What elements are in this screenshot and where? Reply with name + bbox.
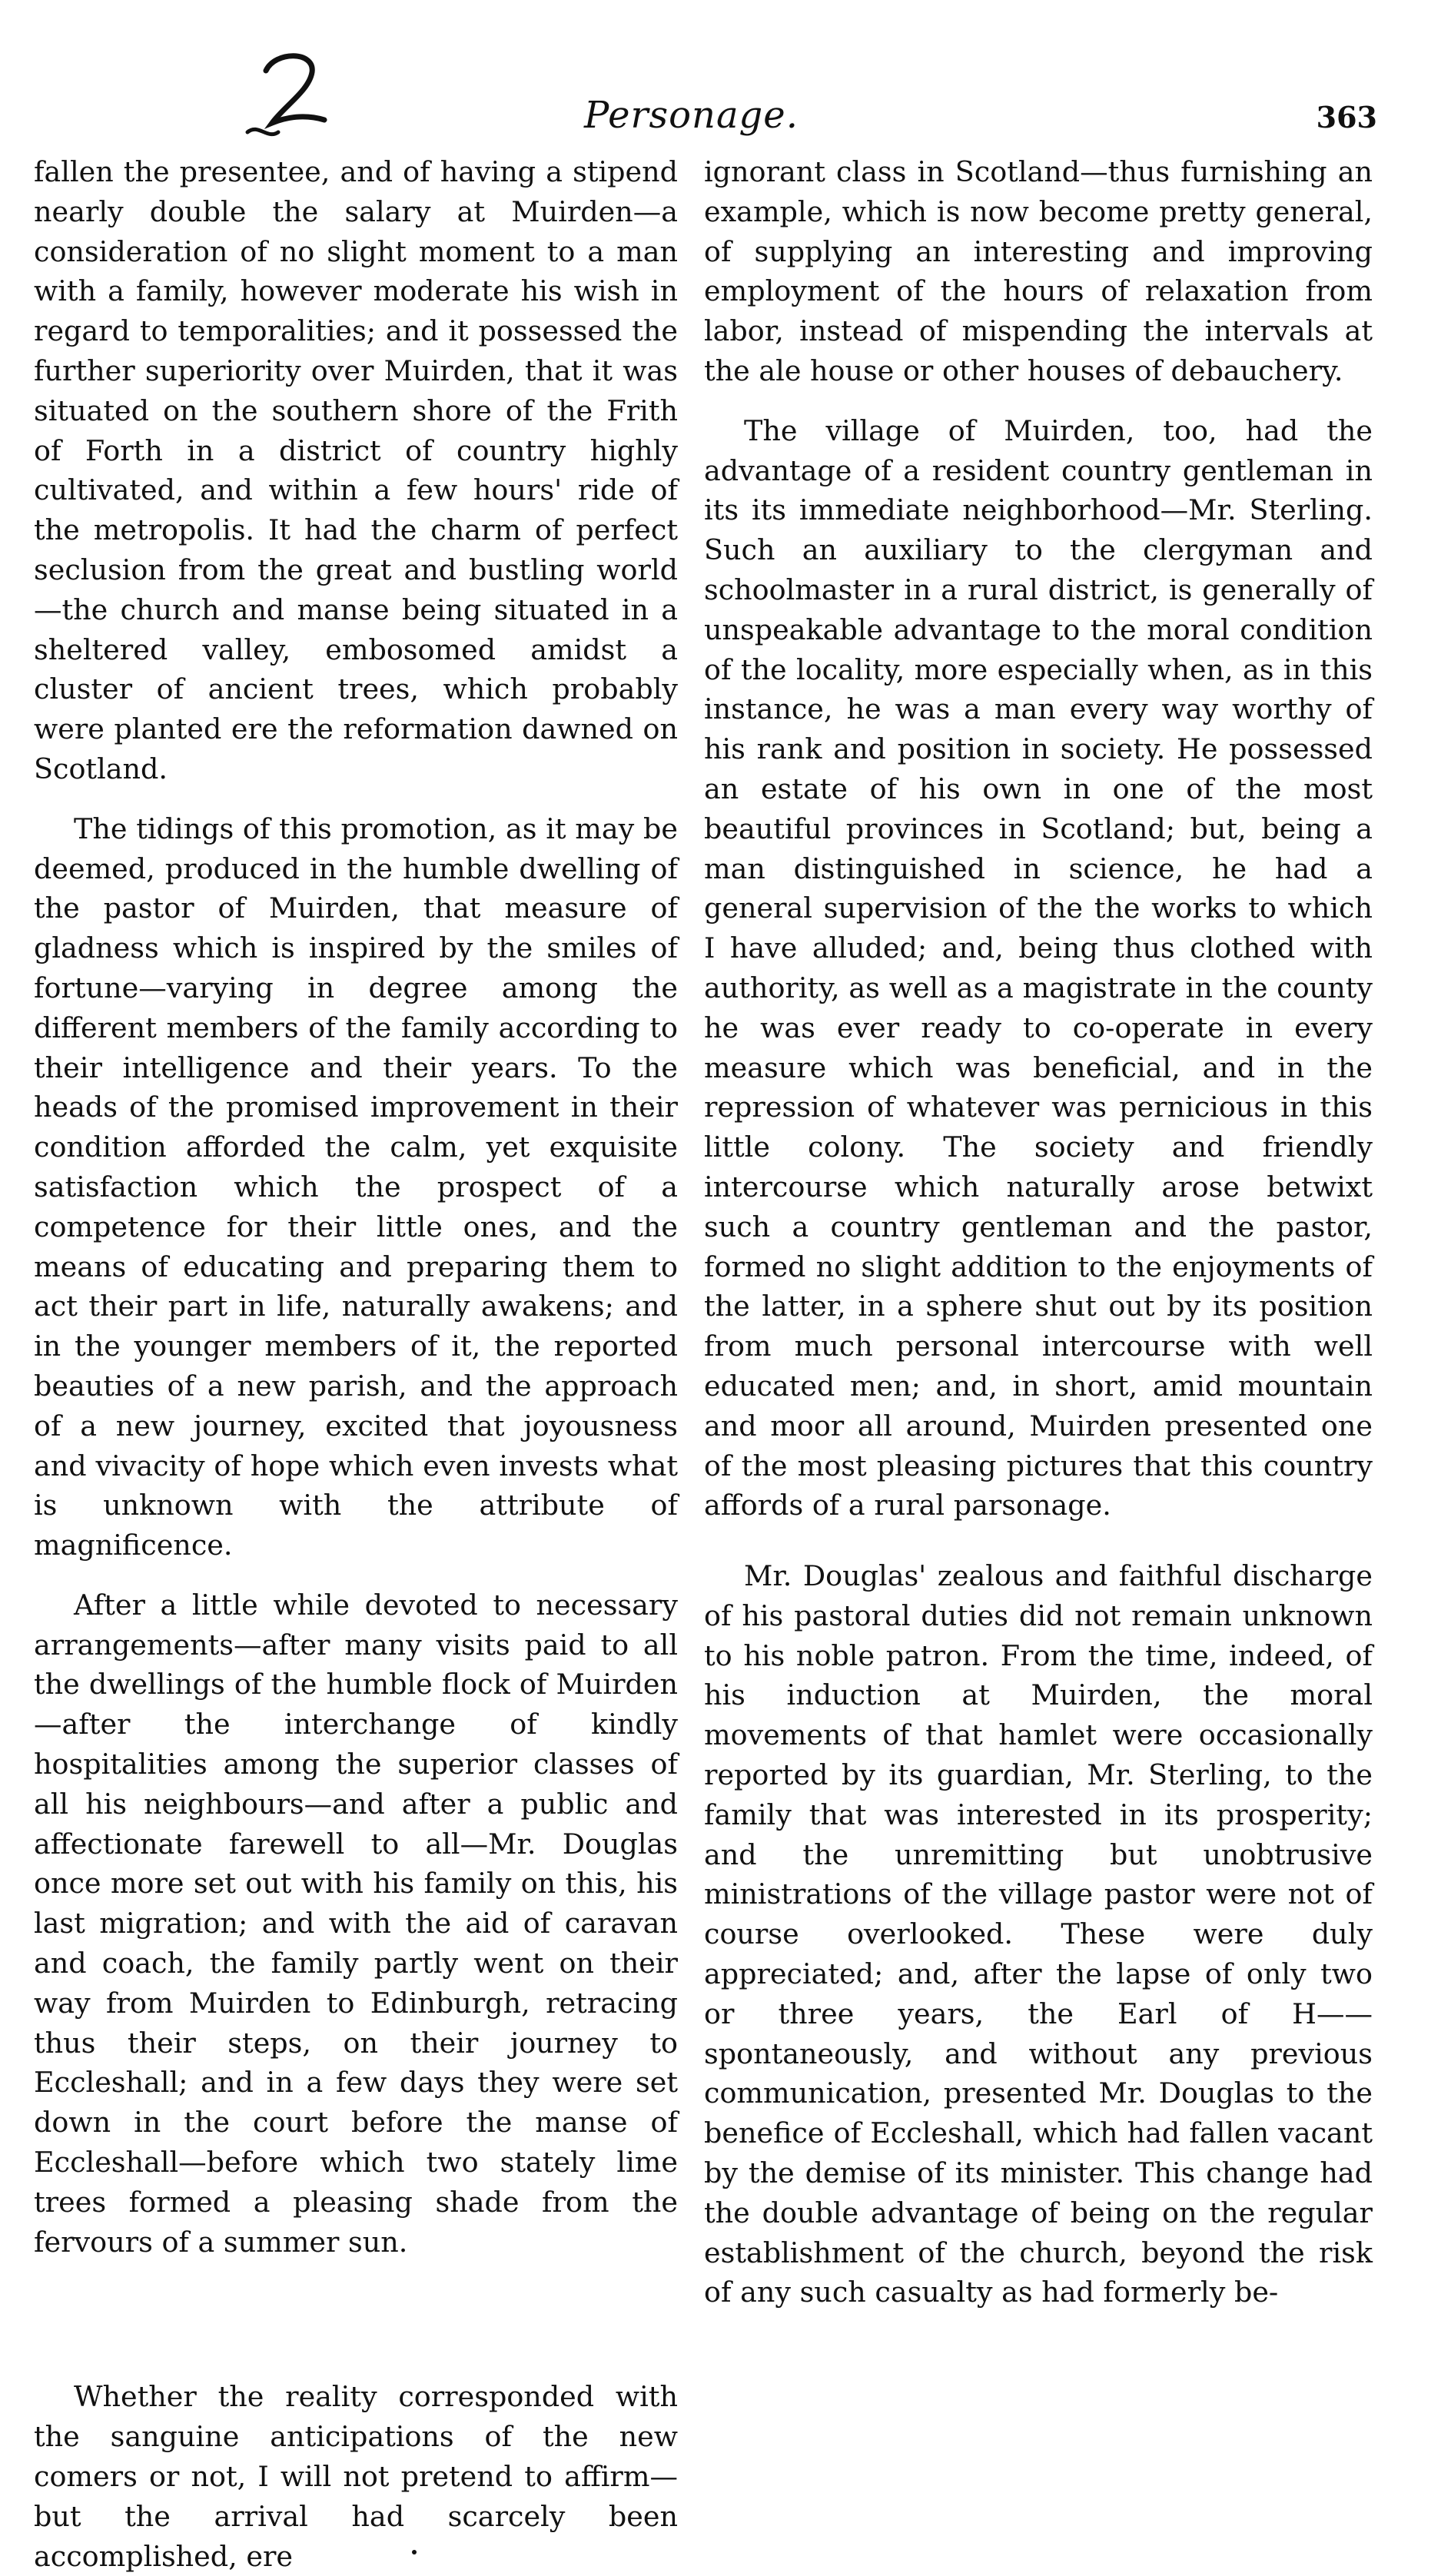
right-paragraph-3: Mr. Douglas' zealous and faithful discharge of his pastoral duties did not remain unknown to his noble patron. From the time, indeed, of his induction at Muirden, the moral movements of that hamlet were occasionally reported by its guardian, Mr. Sterling, to the family that was interested in its prosperity; and the unremitting but unobtrusive ministrations of the village pastor were not of course overlooked. These were duly appreciated; and, after the lapse of only two or three years, the Earl of H—— spontaneously, and without any previous communication, presented Mr. Douglas to the benefice of Eccleshall, which had fallen vacant by the demise of its minister. This change had the double advantage of being on the regular establishment of the church, beyond the risk of any such casualty as had formerly be-: [704, 1559, 1373, 2309]
right-column: [704, 152, 1373, 2312]
left-paragraph-4: Whether the reality corresponded with the sanguine anticipations of the new comers or not, I will not pretend to affirm—but the arrival had scarcely been accomplished, ere: [34, 2380, 678, 2573]
left-paragraph-3: After a little while devoted to necessary arrangements—after many visits paid to all the dwellings of the humble flock of Muirden—after the interchange of kindly hospitalities among the superior classes of all his neighbours—and after a public and affectionate farewell to all—Mr. Douglas once more set out with his family on this, his last migration; and with the aid of caravan and coach, the family partly went on their way from Muirden to Edinburgh, retracing thus their steps, on their journey to Eccleshall; and in a few days they were set down in the court before the manse of Eccleshall—before which two stately lime trees formed a pleasing shade from the fervours of a summer sun.: [34, 1588, 678, 2259]
page-header: [0, 80, 1451, 149]
left-column: [34, 152, 678, 2576]
page-number: 363: [1316, 100, 1377, 134]
right-paragraph-1: ignorant class in Scotland—thus furnishing an example, which is now become pretty general, of supplying an interesting and improving employment of the hours of relaxation from labor, instead of mispending the intervals at the ale house or other houses of debauchery.: [704, 155, 1373, 387]
left-paragraph-2: The tidings of this promotion, as it may be deemed, produced in the humble dwelling of the pastor of Muirden, that measure of gladness which is inspired by the smiles of fortune—varying in degree among the different members of the family according to their intelligence and their years. To the heads of the promised improvement in their condition afforded the calm, yet exquisite satisfaction which the prospect of a competence for their little ones, and the means of educating and preparing them to act their part in life, naturally awakens; and in the younger members of it, the reported beauties of a new parish, and the approach of a new journey, excited that joyousness and vivacity of hope which even invests what is unknown with the attribute of magnificence.: [34, 812, 678, 1562]
footer-ink-mark: [412, 2550, 417, 2554]
left-paragraph-1: fallen the presentee, and of having a stipend nearly double the salary at Muirden—a consideration of no slight moment to a man with a family, however moderate his wish in regard to temporalities; and it possessed the further superiority over Muirden, that it was situated on the southern shore of the Frith of Forth in a district of country highly cultivated, and within a few hours' ride of the metropolis. It had the charm of perfect seclusion from the great and bustling world—the church and manse being situated in a sheltered valley, embosomed amidst a cluster of ancient trees, which probably were planted ere the reformation dawned on Scotland.: [34, 155, 678, 785]
running-title: Personage.: [584, 94, 799, 137]
handwritten-page-mark: [244, 49, 344, 149]
right-paragraph-2: The village of Muirden, too, had the advantage of a resident country gentleman in its its immediate neighborhood—Mr. Sterling. Such an auxiliary to the clergyman and schoolmaster in a rural district, is generally of unspeakable advantage to the moral condition of the locality, more especially when, as in this instance, he was a man every way worthy of his rank and position in society. He possessed an estate of his own in one of the most beautiful provinces in Scotland; but, being a man distinguished in science, he had a general supervision of the the works to which I have alluded; and, being thus clothed with authority, as well as a magistrate in the county he was ever ready to co-operate in every measure which was beneficial, and in the repression of whatever was pernicious in this little colony. The society and friendly intercourse which naturally arose betwixt such a country gentleman and the pastor, formed no slight addition to the enjoyments of the latter, in a sphere shut out by its position from much personal intercourse with well educated men; and, in short, amid mountain and moor all around, Muirden presented one of the most pleasing pictures that this country affords of a rural parsonage.: [704, 413, 1373, 1522]
